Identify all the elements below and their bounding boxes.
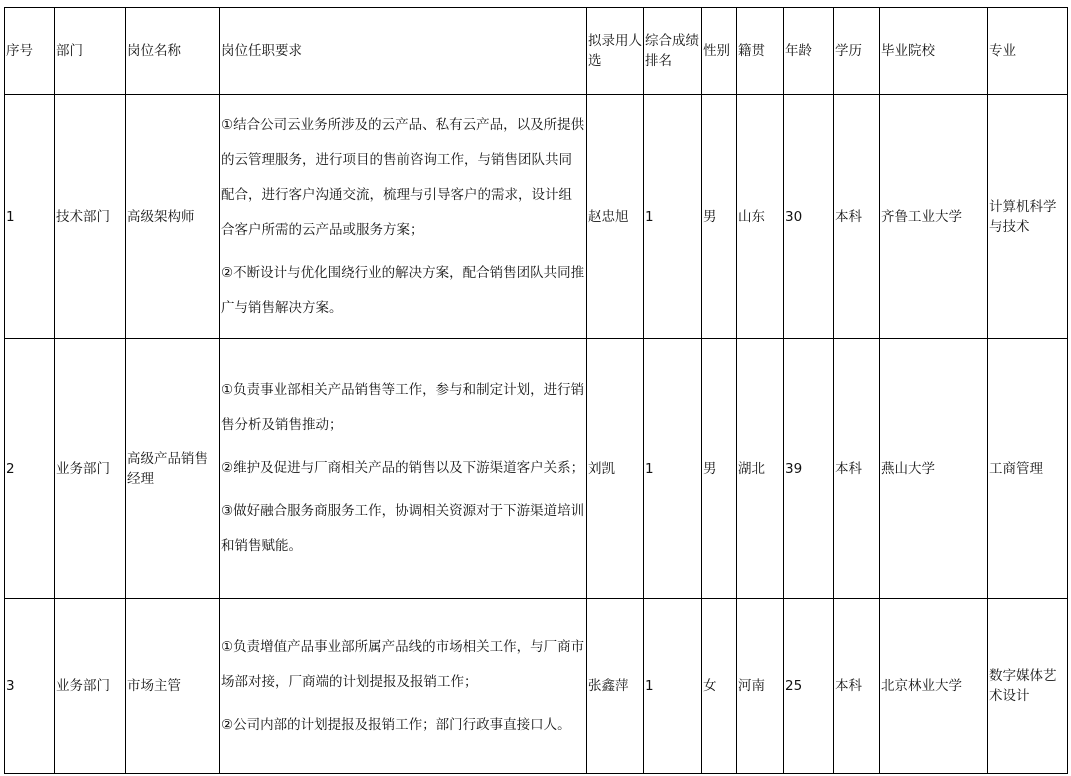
cell-age: 25 [784, 599, 834, 774]
header-native: 籍贯 [737, 8, 784, 95]
header-major: 专业 [988, 8, 1068, 95]
duty-item: ②不断设计与优化围绕行业的解决方案，配合销售团队共同推广与销售解决方案。 [221, 264, 585, 316]
cell-candidate: 赵忠旭 [587, 95, 644, 339]
header-position: 岗位名称 [126, 8, 220, 95]
table-row [5, 339, 1068, 599]
cell-school: 北京林业大学 [880, 599, 988, 774]
cell-gender: 女 [702, 599, 737, 774]
duty-item: ②维护及促进与厂商相关产品的销售以及下游渠道客户关系； [221, 460, 585, 476]
cell-seq: 3 [5, 599, 55, 774]
duty-item: ③做好融合服务商服务工作，协调相关资源对于下游渠道培训和销售赋能。 [221, 503, 585, 554]
cell-dept: 业务部门 [55, 599, 126, 774]
cell-rank: 1 [644, 339, 702, 599]
cell-native: 河南 [737, 599, 784, 774]
cell-gender: 男 [702, 95, 737, 339]
header-dept: 部门 [55, 8, 126, 95]
cell-candidate: 张鑫萍 [587, 599, 644, 774]
cell-dept: 技术部门 [55, 95, 126, 339]
cell-duties [220, 599, 587, 774]
header-seq: 序号 [5, 8, 55, 95]
cell-age: 30 [784, 95, 834, 339]
table-row [5, 599, 1068, 774]
cell-rank: 1 [644, 599, 702, 774]
cell-candidate: 刘凯 [587, 339, 644, 599]
cell-position: 高级架构师 [126, 95, 220, 339]
cell-seq: 2 [5, 339, 55, 599]
header-row [5, 8, 1068, 95]
duty-item: ①结合公司云业务所涉及的云产品、私有云产品，以及所提供的云管理服务，进行项目的售前咨询工作，与销售团队共同配合，进行客户沟通交流，梳理与引导客户的需求，设计组合客户所需的云产品或服务方案； [221, 116, 585, 238]
cell-native: 山东 [737, 95, 784, 339]
cell-seq: 1 [5, 95, 55, 339]
cell-duties [220, 95, 587, 339]
cell-major: 工商管理 [988, 339, 1068, 599]
cell-major: 计算机科学与技术 [988, 95, 1068, 339]
cell-native: 湖北 [737, 339, 784, 599]
table-row [5, 95, 1068, 339]
duty-item: ②公司内部的计划提报及报销工作；部门行政事直接口人。 [221, 716, 571, 733]
cell-duties [220, 339, 587, 599]
recruitment-table [4, 7, 1068, 774]
cell-dept: 业务部门 [55, 339, 126, 599]
cell-school: 燕山大学 [880, 339, 988, 599]
header-gender: 性别 [702, 8, 737, 95]
cell-edu: 本科 [834, 599, 880, 774]
cell-edu: 本科 [834, 339, 880, 599]
cell-school: 齐鲁工业大学 [880, 95, 988, 339]
cell-major: 数字媒体艺术设计 [988, 599, 1068, 774]
cell-position: 高级产品销售经理 [126, 339, 220, 599]
header-rank: 综合成绩排名 [644, 8, 702, 95]
cell-rank: 1 [644, 95, 702, 339]
header-school: 毕业院校 [880, 8, 988, 95]
header-age: 年龄 [784, 8, 834, 95]
cell-position: 市场主管 [126, 599, 220, 774]
header-edu: 学历 [834, 8, 880, 95]
duty-item: ①负责事业部相关产品销售等工作，参与和制定计划，进行销售分析及销售推动； [221, 382, 585, 433]
header-candidate: 拟录用人选 [587, 8, 644, 95]
cell-edu: 本科 [834, 95, 880, 339]
duty-item: ①负责增值产品事业部所属产品线的市场相关工作，与厂商市场部对接，厂商端的计划提报及报销工作； [221, 638, 585, 690]
header-duties: 岗位任职要求 [220, 8, 587, 95]
cell-gender: 男 [702, 339, 737, 599]
cell-age: 39 [784, 339, 834, 599]
